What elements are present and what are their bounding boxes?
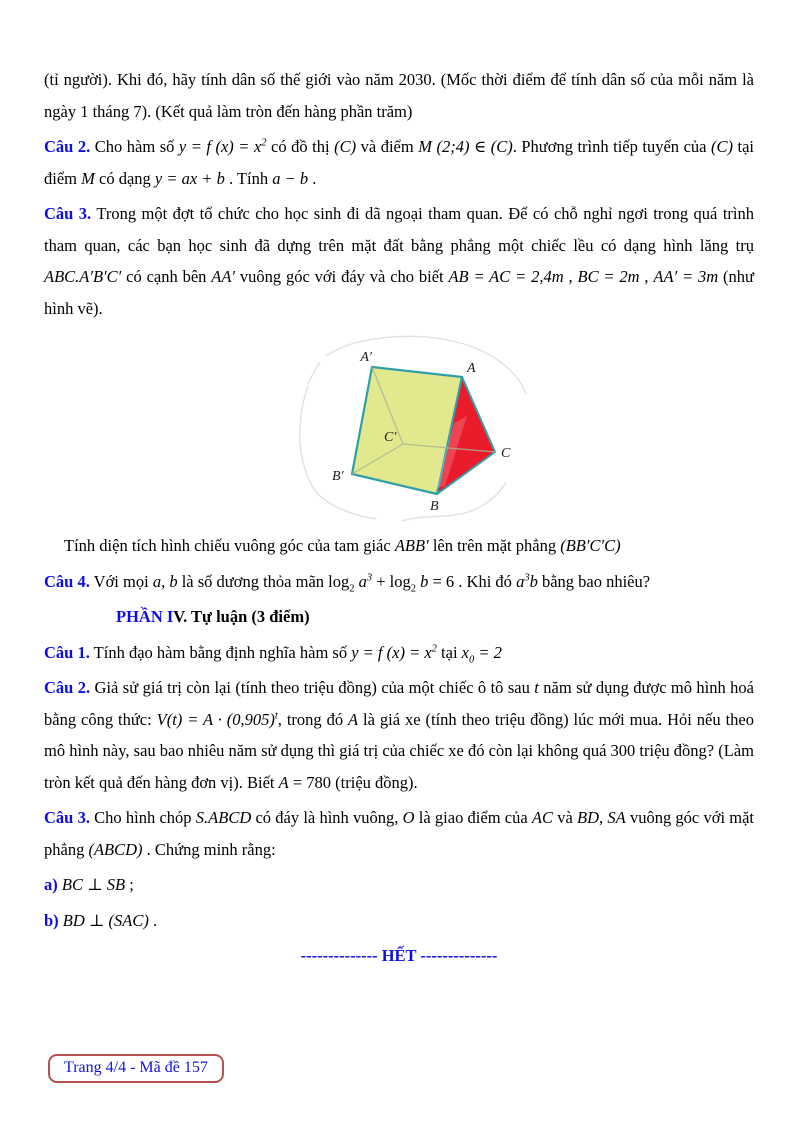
part4-question-3: Câu 3. Cho hình chóp S.ABCD có đáy là hình vuông, O là giao điểm của AC và BD, SA vuông góc với mặt phẳng (ABCD) . Chứng minh rằng: [44,808,755,859]
part4-question-1: Câu 1. Tính đạo hàm bằng định nghĩa hàm số y = f $(x) = x^2$ tại $x_0 = 2$ [44,642,502,665]
paragraph-intro: (tỉ người). Khi đó, hãy tính dân số thế giới vào năm 2030. (Mốc thời điểm để tính dân số của mỗi năm là ngày 1 tháng 7). (Kết quả làm tròn đến hàng phần trăm) [44,70,754,121]
vertex-label-b-prime: B′ [332,469,344,484]
vertex-label-c-prime: C′ [384,430,397,445]
question-4-part3: Câu 4. Với mọi a, b là số dương thỏa mãn $\log_2 a^3 + \log_2 b = 6$ . Khi đó $a^3b$ bằng bao nhiêu? [44,571,651,594]
vertex-label-a-prime: A′ [360,350,372,365]
question-3-part3: Câu 3. Trong một đợt tổ chức cho học sinh đi dã ngoại tham quan. Để có chỗ nghỉ ngơi trong quá trình tham quan, các bạn học sinh đã dựng trên mặt đất bằng phẳng một chiếc lều có dạng hình lăng trụ ABC.A′B′C′ có cạnh bên AA′ vuông góc với đáy và cho biết AB = AC = 2,4m , BC = 2m , AA′ = 3m (như hình vẽ). [44,204,754,318]
part4-question-3a: a) BC ⊥ SB ; [44,875,134,894]
part4-question-3b: b) BD ⊥ (SAC) . [44,910,158,930]
end-marker: -------------- HẾT -------------- [300,946,498,965]
prism-figure [284,328,536,524]
page-number-badge [48,1054,224,1083]
part-4-heading: PHẦN IV. Tự luận (3 điểm) [116,607,310,626]
question-2-part3: Câu 2. Cho hàm số y = f $(x) = x^2$ có đồ thị (C) và điểm M (2;4) ∈ (C). Phương trình tiếp tuyến của (C) tại điểm M có dạng y = ax + b . Tính a − b . [44,137,754,188]
prism-svg [284,328,536,524]
vertex-label-b: B [430,499,439,514]
vertex-label-a: A [467,361,476,376]
projection-task-line: Tính diện tích hình chiếu vuông góc của tam giác ABB′ lên trên mặt phẳng (BB′C′C) [64,536,621,555]
vertex-label-c: C [501,446,511,461]
part4-question-2: Câu 2. Giả sử giá trị còn lại (tính theo triệu đồng) của một chiếc ô tô sau t năm sử dụng được mô hình hoá bằng công thức: $V(t) = A \cdot (0,905)^t$, trong đó A là giá xe (tính theo triệu đồng) lúc mới mua. Hỏi nếu theo mô hình này, sau bao nhiêu năm sử dụng thì giá trị của chiếc xe đó còn lại không quá 300 triệu đồng? (Làm tròn kết quả đến hàng đơn vị). Biết A = 780 (triệu đồng). [44,678,754,792]
page-number-label: Trang 4/4 - Mã đề 157 [64,1059,208,1076]
